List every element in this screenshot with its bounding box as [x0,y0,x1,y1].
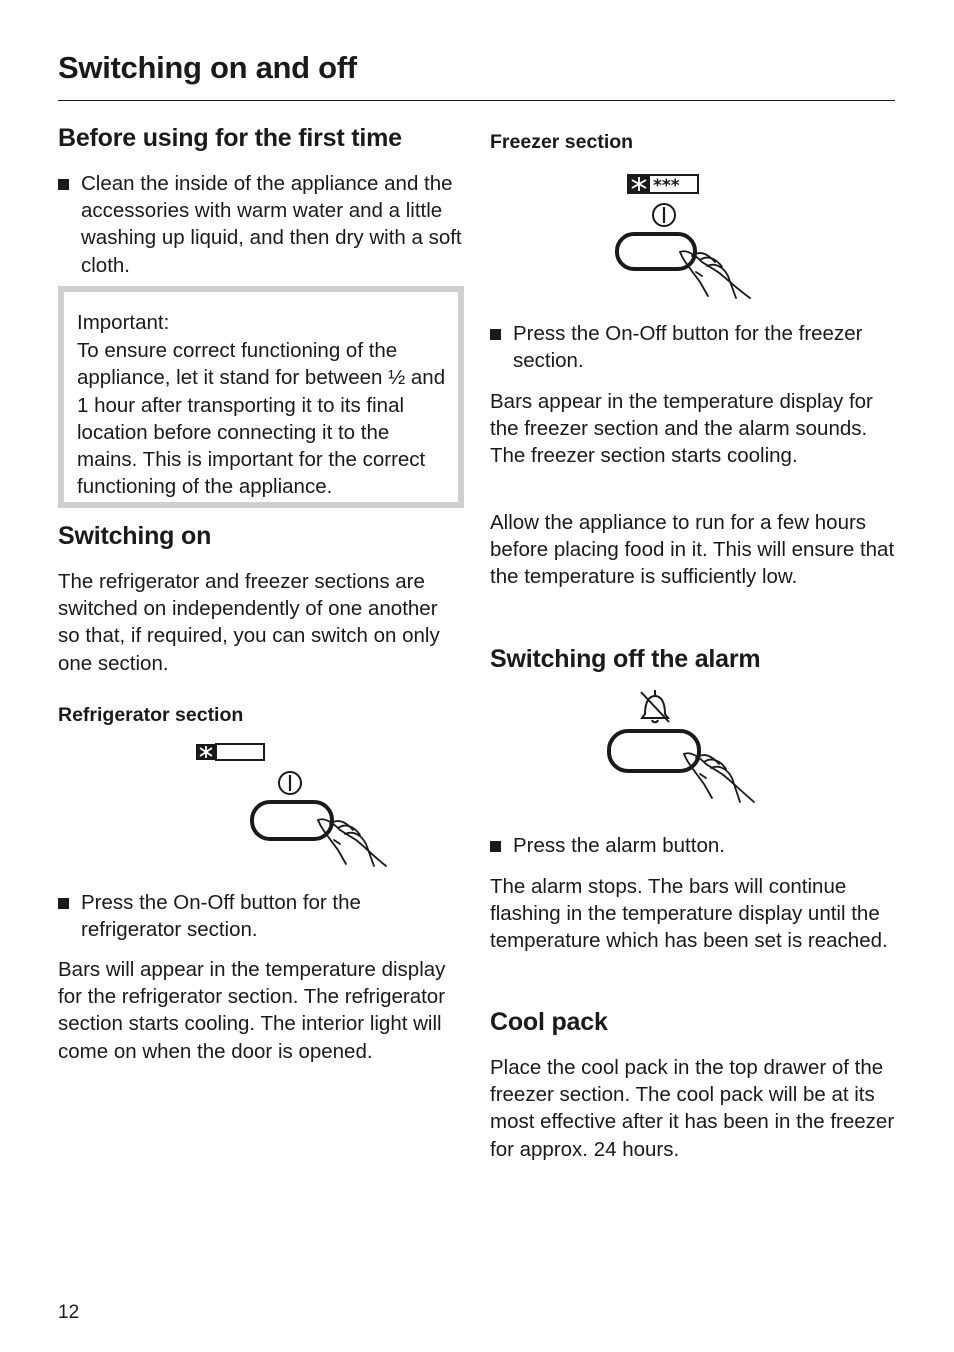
refrigerator-bullet-text: Press the On-Off button for the refrigerator section. [81,891,361,942]
bullet-square [490,329,501,340]
bullet-square [490,841,501,852]
switching-on-text: The refrigerator and freezer sections are switched on independently of one another so that, if required, you can switch on only one section. [58,570,440,675]
freezer-text-1: Bars appear in the temperature display for the freezer section and the alarm sounds. The freezer section starts cooling. [490,390,873,468]
alarm-heading: Switching off the alarm [490,645,761,673]
page-title: Switching on and off [58,50,357,85]
temperature-display [216,744,264,760]
notice-label: Important: [77,311,170,334]
page-number: 12 [58,1302,80,1323]
important-notice-box [58,286,464,508]
freezer-heading: Freezer section [490,131,634,153]
cool-pack-text: Place the cool pack in the top drawer of the freezer section. The cool pack will be at its most effective after it has been in the freezer for approx. 24 hours. [490,1056,895,1161]
freezer-bullet-text: Press the On-Off button for the freezer section. [513,322,863,373]
title-divider [58,100,895,101]
alarm-illustration [600,684,790,808]
bullet-square [58,179,69,190]
snowflake-icon [196,744,216,760]
power-icon [279,772,301,794]
refrigerator-heading: Refrigerator section [58,704,244,726]
alarm-button [609,731,699,771]
freezer-bullet [490,320,893,374]
cool-pack-heading: Cool pack [490,1008,608,1036]
svg-text:***: *** [653,176,680,196]
refrigerator-text: Bars will appear in the temperature display for the refrigerator section. The refrigerator section starts cooling. The interior light will come on when the door is opened. [58,958,446,1063]
first-time-heading: Before using for the first time [58,124,402,152]
refrigerator-bullet [58,889,461,943]
switching-on-heading: Switching on [58,522,212,550]
bullet-square [58,898,69,909]
refrigerator-illustration [188,740,398,872]
freezer-illustration [610,168,790,303]
power-icon [653,204,675,226]
freezer-text-2: Allow the appliance to run for a few hours before placing food in it. This will ensure that the temperature is sufficiently low. [490,511,895,589]
on-off-button [252,802,332,839]
first-time-bullet [58,170,466,279]
snowflake-star-icon [628,175,698,196]
alarm-bullet-text: Press the alarm button. [513,834,725,857]
notice-text: To ensure correct functioning of the appliance, let it stand for between ½ and 1 hour after transporting it to its final location before connecting it to the mains. This is important for the correct functioning of the appliance. [77,339,446,499]
alarm-bullet [490,832,893,859]
alarm-text: The alarm stops. The bars will continue flashing in the temperature display until the temperature which has been set is reached. [490,875,888,953]
alarm-off-icon [641,690,669,722]
first-time-bullet-text: Clean the inside of the appliance and the accessories with warm water and a little washing up liquid, and then dry with a soft cloth. [81,172,462,277]
